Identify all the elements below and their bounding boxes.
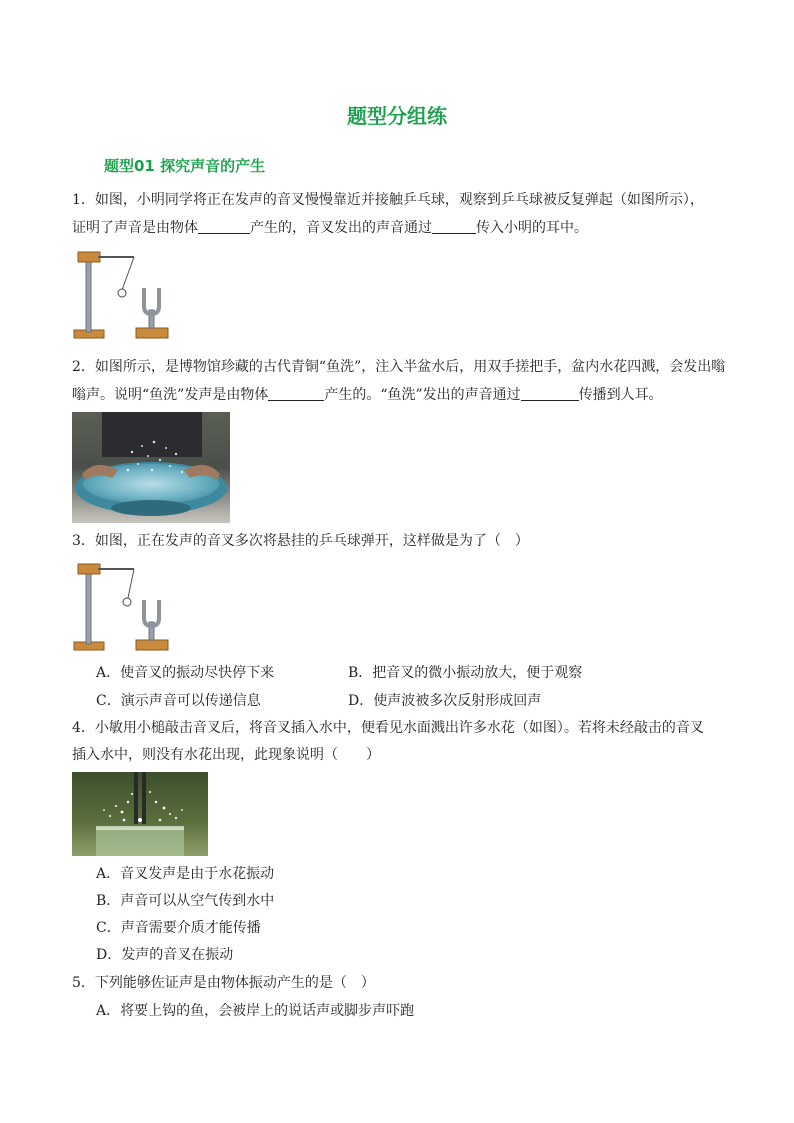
q1-line1: 1．如图，小明同学将正在发声的音叉慢慢靠近并接触乒乓球，观察到乒乓球被反复弹起（如图所示）， — [72, 192, 704, 208]
q1-blank-2[interactable] — [432, 219, 476, 234]
q3-stem: 3．如图，正在发声的音叉多次将悬挂的乒乓球弹开，这样做是为了（ ） — [72, 533, 529, 549]
q1-text-a: 证明了声音是由物体 — [72, 220, 198, 236]
q5-stem: 5．下列能够佐证声是由物体振动产生的是（ ） — [72, 975, 375, 991]
section-heading: 题型01 探究声音的产生 — [104, 157, 266, 175]
q1-blank-1[interactable] — [198, 219, 250, 234]
q2-blank-2[interactable] — [521, 386, 579, 401]
tuning-fork-stand-figure-1 — [70, 248, 182, 344]
q4-option-a[interactable]: A．音叉发声是由于水花振动 — [96, 866, 275, 882]
q1-line2 — [72, 219, 588, 237]
q4-line2: 插入水中，则没有水花出现，此现象说明（ ） — [72, 747, 380, 763]
q2-text-a: 嗡声。说明“鱼洗”发声是由物体 — [72, 387, 269, 403]
q4-option-c[interactable]: C．声音需要介质才能传播 — [96, 920, 261, 936]
page-title: 题型分组练 — [347, 104, 447, 128]
q4-line1: 4．小敏用小槌敲击音叉后，将音叉插入水中，便看见水面溅出许多水花（如图）。若将未经敲击的音叉 — [72, 720, 704, 736]
q3-option-a[interactable]: A．使音叉的振动尽快停下来 — [96, 665, 275, 681]
q4-option-b[interactable]: B．声音可以从空气传到水中 — [96, 893, 275, 909]
q2-line2 — [72, 386, 663, 404]
q2-line1: 2．如图所示，是博物馆珍藏的古代青铜“鱼洗”，注入半盆水后，用双手搓把手，盆内水花四溅，会发出嗡 — [72, 359, 726, 375]
q2-text-b: 产生的。“鱼洗”发出的声音通过 — [324, 387, 521, 403]
q2-text-c: 传播到人耳。 — [578, 387, 663, 403]
q3-option-d[interactable]: D．使声波被多次反射形成回声 — [348, 693, 542, 709]
q1-text-c: 传入小明的耳中。 — [476, 220, 588, 236]
q4-option-d[interactable]: D．发声的音叉在振动 — [96, 947, 234, 963]
q2-blank-1[interactable] — [268, 386, 324, 401]
bronze-basin-photo — [72, 412, 230, 523]
tuning-fork-stand-figure-2 — [70, 560, 182, 656]
q3-option-b[interactable]: B．把音叉的微小振动放大，便于观察 — [348, 665, 583, 681]
q5-option-a[interactable]: A．将要上钩的鱼，会被岸上的说话声或脚步声吓跑 — [96, 1003, 415, 1019]
q1-text-b: 产生的，音叉发出的声音通过 — [250, 220, 432, 236]
q3-option-c[interactable]: C．演示声音可以传递信息 — [96, 693, 261, 709]
tuning-fork-water-photo — [72, 772, 208, 856]
